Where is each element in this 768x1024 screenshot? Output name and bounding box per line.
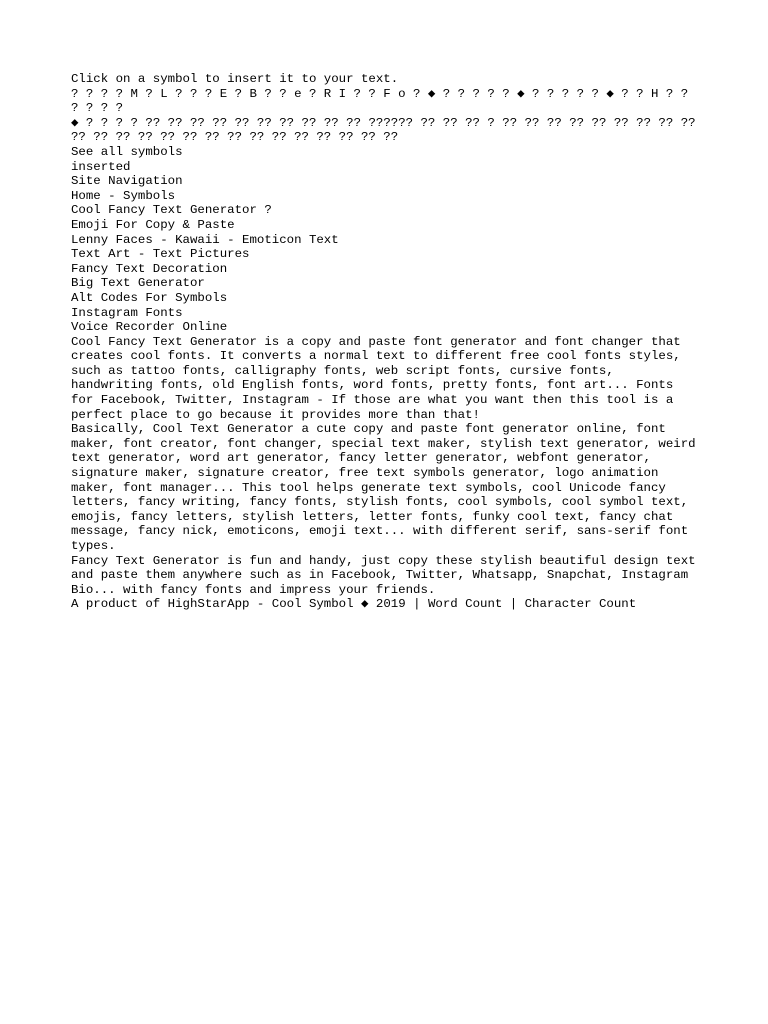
- symbol-row[interactable]: ? ? ? ? M ? L ? ? ? E ? B ? ? e ? R I ? ? F o ? ◆ ? ? ? ? ? ◆ ? ? ? ? ? ◆ ? ? H ? ? ? ? ? ?: [71, 86, 689, 116]
- nav-link-voice-recorder[interactable]: Voice Recorder Online: [71, 320, 228, 335]
- description-paragraph: Cool Fancy Text Generator is a copy and paste font generator and font changer that creates cool fonts. It converts a normal text to different free cool fonts styles, such as tattoo fonts, calligraphy fonts, web script fonts, cursive fonts, handwriting fonts, old English fonts, word fonts, pretty fonts, font art... Fonts for Facebook, Twitter, Instagram - If those are what you want then this tool is a perfect place to go because it provides more than that!: [71, 334, 681, 422]
- character-count-link[interactable]: Character Count: [524, 597, 637, 612]
- nav-link-home-symbols[interactable]: Home - Symbols: [71, 188, 176, 203]
- footer: [71, 597, 701, 612]
- site-navigation-heading: Site Navigation: [71, 174, 183, 189]
- footer-separator: |: [502, 597, 525, 612]
- symbol-row[interactable]: ◆ ? ? ? ? ?? ?? ?? ?? ?? ?? ?? ?? ?? ?? ?????? ?? ?? ?? ? ?? ?? ?? ?? ?? ?? ?? ?? ?? ?? ?? ?? ?? ?? ?? ?? ?? ?? ?? ?? ?? ?? ?? ??: [71, 115, 696, 145]
- nav-link-emoji[interactable]: Emoji For Copy & Paste: [71, 217, 235, 232]
- nav-link-instagram-fonts[interactable]: Instagram Fonts: [71, 305, 183, 320]
- page-content: [71, 72, 701, 612]
- description-paragraph: Basically, Cool Text Generator a cute copy and paste font generator online, font maker, font creator, font changer, special text maker, stylish text generator, weird text generator, word art generator, fancy letter generator, webfont generator, signature maker, signature creator, free text symbols generator, logo animation maker, font manager... This tool helps generate text symbols, cool Unicode fancy letters, fancy writing, fancy fonts, stylish fonts, cool symbols, cool symbol text, emojis, fancy letters, stylish letters, letter fonts, funky cool text, fancy chat message, fancy nick, emoticons, emoji text... with different serif, sans-serif font types.: [71, 422, 696, 553]
- nav-link-text-art[interactable]: Text Art - Text Pictures: [71, 247, 250, 262]
- nav-link-big-text-generator[interactable]: Big Text Generator: [71, 276, 205, 291]
- word-count-link[interactable]: Word Count: [427, 597, 503, 612]
- see-all-symbols-link[interactable]: See all symbols: [71, 144, 183, 159]
- nav-link-lenny-faces[interactable]: Lenny Faces - Kawaii - Emoticon Text: [71, 232, 339, 247]
- footer-separator: |: [405, 597, 428, 612]
- footer-product-text: A product of HighStarApp - Cool Symbol ◆ 2019: [71, 597, 406, 612]
- nav-link-fancy-text-decoration[interactable]: Fancy Text Decoration: [71, 261, 228, 276]
- nav-link-alt-codes[interactable]: Alt Codes For Symbols: [71, 290, 228, 305]
- intro-text: Click on a symbol to insert it to your text.: [71, 72, 399, 86]
- nav-link-cool-fancy-text-generator[interactable]: Cool Fancy Text Generator ?: [71, 203, 272, 218]
- inserted-status: inserted: [71, 159, 131, 174]
- description-paragraph: Fancy Text Generator is fun and handy, just copy these stylish beautiful design text and paste them anywhere such as in Facebook, Twitter, Whatsapp, Snapchat, Instagram Bio... with fancy fonts and impress your friends.: [71, 553, 696, 597]
- site-navigation: [71, 174, 701, 335]
- symbol-grid: [71, 87, 701, 145]
